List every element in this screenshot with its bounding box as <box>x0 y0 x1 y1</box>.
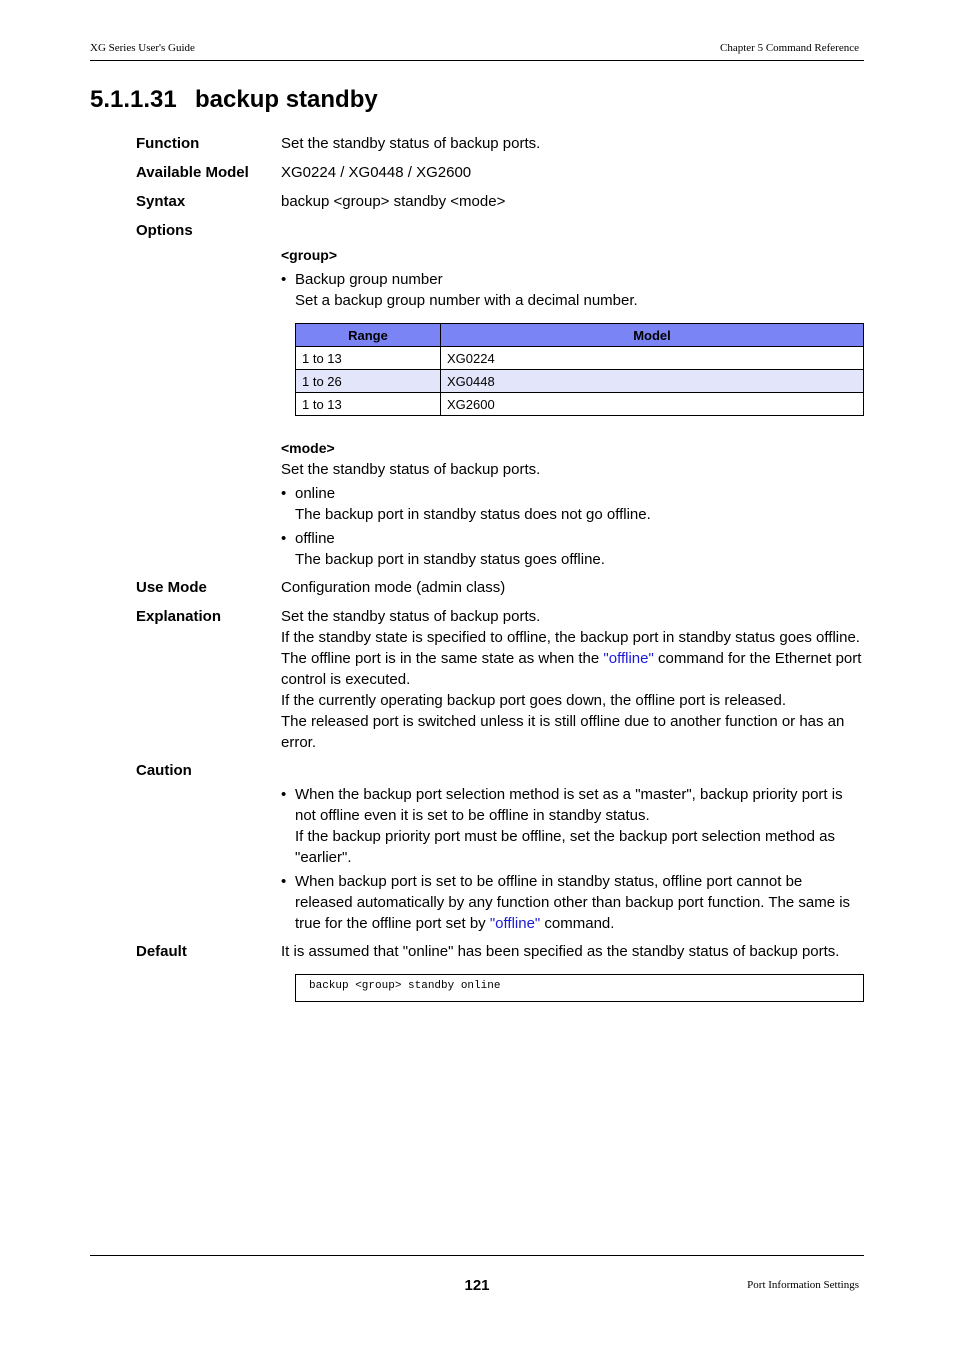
model-text: XG0224 / XG0448 / XG2600 <box>281 164 472 181</box>
mode-offline-title: offline <box>295 530 335 547</box>
mode-offline-bullet <box>281 528 863 570</box>
offline-command-link[interactable]: "offline" <box>603 650 654 667</box>
syntax-label: Syntax <box>136 193 186 210</box>
bullet-icon: • <box>281 786 287 803</box>
bullet-icon: • <box>281 485 287 502</box>
section-name: backup standby <box>195 86 378 113</box>
explanation-text <box>281 606 863 753</box>
caution-b1a: When the backup port selection method is set as a "master", backup priority port is not offline even it is set to be offline in standby status. <box>295 786 843 824</box>
header-guide-title: XG Series User's Guide <box>90 42 195 54</box>
table-header-model: Model <box>441 324 864 347</box>
group-heading: <group> <box>281 247 338 263</box>
caution-b1b: If the backup priority port must be offline, set the backup port selection method as "earlier". <box>295 828 836 866</box>
caution-b2: When backup port is set to be offline in standby status, offline port cannot be released automatically by any function other than backup port function. The same is true for the offline port set by "offline" command. <box>295 873 851 932</box>
table-cell-range: 1 to 13 <box>296 393 441 416</box>
default-code: backup <group> standby online <box>309 980 501 992</box>
section-number: 5.1.1.31 <box>90 86 177 113</box>
page-number: 121 <box>464 1277 490 1294</box>
group-range-table <box>295 323 864 416</box>
explanation-p1: Set the standby status of backup ports. <box>281 608 541 625</box>
explanation-p2: If the standby state is specified to offline, the backup port in standby status goes offline. <box>281 629 860 646</box>
offline-command-link[interactable]: "offline" <box>489 915 541 932</box>
table-cell-model: XG0224 <box>441 347 864 370</box>
mode-online-desc: The backup port in standby status does not go offline. <box>295 506 651 523</box>
group-bullet-desc: Set a backup group number with a decimal number. <box>295 292 638 309</box>
footer-section: Port Information Settings <box>747 1279 859 1291</box>
mode-online-title: online <box>295 485 336 502</box>
caution-label: Caution <box>136 762 192 779</box>
default-text: It is assumed that "online" has been specified as the standby status of backup ports. <box>281 943 840 960</box>
table-cell-range: 1 to 13 <box>296 347 441 370</box>
explanation-p5: The released port is switched unless it is still offline due to another function or has an error. <box>281 713 845 751</box>
usemode-text: Configuration mode (admin class) <box>281 579 506 596</box>
table-cell-model: XG0448 <box>441 370 864 393</box>
header-chapter: Chapter 5 Command Reference <box>720 42 859 54</box>
caution-bullet-1 <box>281 784 863 868</box>
table-row <box>296 370 864 393</box>
explanation-p3: The offline port is in the same state as when the "offline" command for the Ethernet port control is executed. <box>281 650 862 688</box>
table-row <box>296 347 864 370</box>
bullet-icon: • <box>281 873 287 890</box>
explanation-label: Explanation <box>136 608 222 625</box>
model-label: Available Model <box>136 164 249 181</box>
mode-online-bullet <box>281 483 863 525</box>
table-header-range: Range <box>296 324 441 347</box>
header-rule <box>90 60 864 61</box>
bullet-icon: • <box>281 271 287 288</box>
table-cell-range: 1 to 26 <box>296 370 441 393</box>
default-code-block <box>295 974 864 1002</box>
mode-intro: Set the standby status of backup ports. <box>281 461 541 478</box>
bullet-icon: • <box>281 530 287 547</box>
group-bullet <box>281 269 863 311</box>
table-row <box>296 393 864 416</box>
section-title <box>90 86 378 114</box>
usemode-label: Use Mode <box>136 579 207 596</box>
mode-heading: <mode> <box>281 440 335 456</box>
options-label: Options <box>136 222 193 239</box>
function-text: Set the standby status of backup ports. <box>281 135 541 152</box>
footer-rule <box>90 1255 864 1256</box>
caution-bullet-2 <box>281 871 863 934</box>
default-label: Default <box>136 943 187 960</box>
table-cell-model: XG2600 <box>441 393 864 416</box>
function-label: Function <box>136 135 200 152</box>
syntax-text: backup <group> standby <mode> <box>281 193 506 210</box>
table-header-row <box>296 324 864 347</box>
mode-offline-desc: The backup port in standby status goes offline. <box>295 551 605 568</box>
group-bullet-title: Backup group number <box>295 271 443 288</box>
explanation-p4: If the currently operating backup port goes down, the offline port is released. <box>281 692 787 709</box>
